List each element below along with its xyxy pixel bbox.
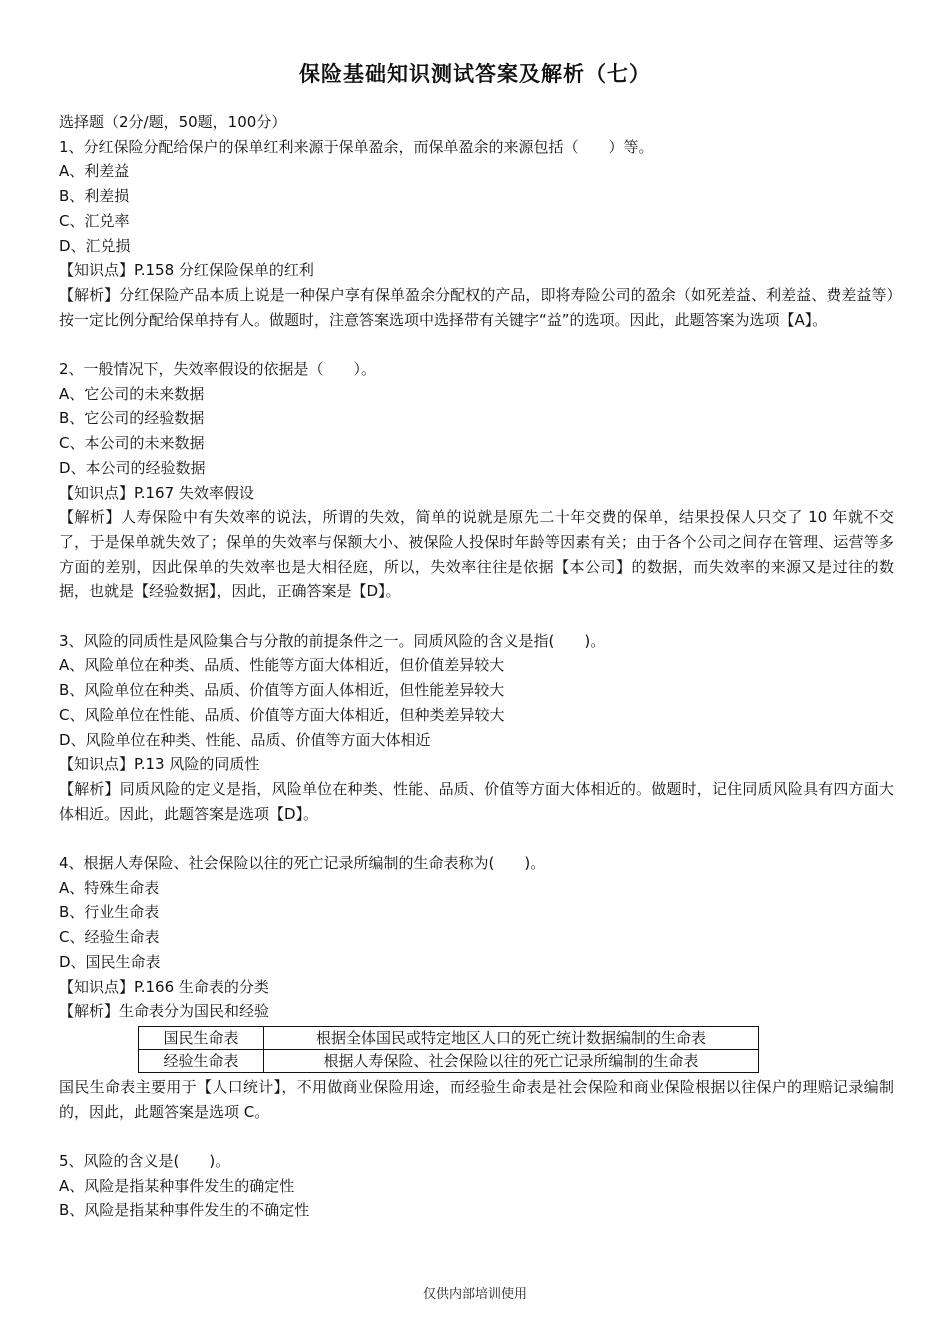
page-footer: 仅供内部培训使用 — [422, 1287, 527, 1302]
option-b: B、它公司的经验数据 — [59, 409, 205, 428]
table-cell: 根据全体国民或特定地区人口的死亡统计数据编制的生命表 — [264, 1026, 759, 1049]
analysis-text: 【解析】分红保险产品本质上说是一种保户享有保单盈余分配权的产品，即将寿险公司的盈余（如死差益、利差益、费差益等）按一定比例分配给保单持有人。做题时，注意答案选项中选择带有关键字“益”的选项。因此，此题答案为选项【A】。 — [59, 285, 894, 329]
question-stem: 4、根据人寿保险、社会保险以往的死亡记录所编制的生命表称为( )。 — [59, 854, 546, 873]
question-1 — [59, 135, 894, 333]
analysis-text: 【解析】同质风险的定义是指，风险单位在种类、性能、品质、价值等方面大体相近的。做题时，记住同质风险具有四方面大体相近。因此，此题答案是选项【D】。 — [59, 779, 894, 823]
life-table-classification — [138, 1026, 759, 1073]
option-c: C、汇兑率 — [59, 211, 130, 230]
knowledge-point: 【知识点】P.166 生命表的分类 — [59, 977, 269, 996]
option-c: C、风险单位在性能、品质、价值等方面大体相近，但种类差异较大 — [59, 705, 505, 724]
option-a: A、它公司的未来数据 — [59, 384, 205, 403]
question-stem: 2、一般情况下，失效率假设的依据是（ ）。 — [59, 360, 377, 379]
table-row — [139, 1026, 759, 1049]
option-c: C、本公司的未来数据 — [59, 434, 205, 453]
analysis-text: 【解析】人寿保险中有失效率的说法，所谓的失效，简单的说就是原先二十年交费的保单，结果投保人只交了 10 年就不交了，于是保单就失效了；保单的失效率与保额大小、被保险人投保时年龄等因素有关；由于各个公司之间存在管理、运营等多方面的差别，因此保单的失效率也是大相径庭，所以，失效率往往是依据【本公司】的数据，而失效率的来源又是过往的数据，也就是【经验数据】，因此，正确答案是【D】。 — [59, 508, 894, 601]
option-d: D、国民生命表 — [59, 952, 161, 971]
question-5 — [59, 1149, 894, 1223]
option-a: A、风险是指某种事件发生的确定性 — [59, 1176, 295, 1195]
analysis-text-continued: 国民生命表主要用于【人口统计】，不用做商业保险用途，而经验生命表是社会保险和商业保险根据以往保户的理赔记录编制的，因此，此题答案是选项 C。 — [59, 1077, 894, 1121]
question-4 — [59, 851, 894, 1124]
question-3 — [59, 629, 894, 827]
question-2 — [59, 357, 894, 604]
knowledge-point: 【知识点】P.158 分红保险保单的红利 — [59, 261, 314, 280]
table-cell: 经验生命表 — [139, 1049, 264, 1072]
table-cell: 根据人寿保险、社会保险以往的死亡记录所编制的生命表 — [264, 1049, 759, 1072]
document-title: 保险基础知识测试答案及解析（七） — [299, 62, 651, 86]
option-a: A、利差益 — [59, 162, 130, 181]
question-stem: 1、分红保险分配给保户的保单红利来源于保单盈余，而保单盈余的来源包括（ ）等。 — [59, 137, 654, 156]
option-b: B、利差损 — [59, 187, 130, 206]
question-stem: 5、风险的含义是( )。 — [59, 1152, 231, 1171]
section-intro: 选择题（2分/题，50题，100分） — [59, 113, 287, 131]
question-stem: 3、风险的同质性是风险集合与分散的前提条件之一。同质风险的含义是指( )。 — [59, 631, 606, 650]
option-d: D、汇兑损 — [59, 236, 131, 255]
option-a: A、特殊生命表 — [59, 878, 160, 897]
analysis-text: 【解析】生命表分为国民和经验 — [59, 1002, 270, 1021]
option-d: D、风险单位在种类、性能、品质、价值等方面大体相近 — [59, 730, 431, 749]
knowledge-point: 【知识点】P.13 风险的同质性 — [59, 755, 260, 774]
option-b: B、行业生命表 — [59, 903, 160, 922]
knowledge-point: 【知识点】P.167 失效率假设 — [59, 483, 254, 502]
table-cell: 国民生命表 — [139, 1026, 264, 1049]
document-body — [59, 110, 894, 1223]
option-a: A、风险单位在种类、品质、性能等方面大体相近，但价值差异较大 — [59, 656, 505, 675]
option-c: C、经验生命表 — [59, 928, 160, 947]
option-b: B、风险是指某种事件发生的不确定性 — [59, 1201, 310, 1220]
option-d: D、本公司的经验数据 — [59, 458, 206, 477]
option-b: B、风险单位在种类、品质、价值等方面人体相近，但性能差异较大 — [59, 681, 505, 700]
table-row — [139, 1049, 759, 1072]
